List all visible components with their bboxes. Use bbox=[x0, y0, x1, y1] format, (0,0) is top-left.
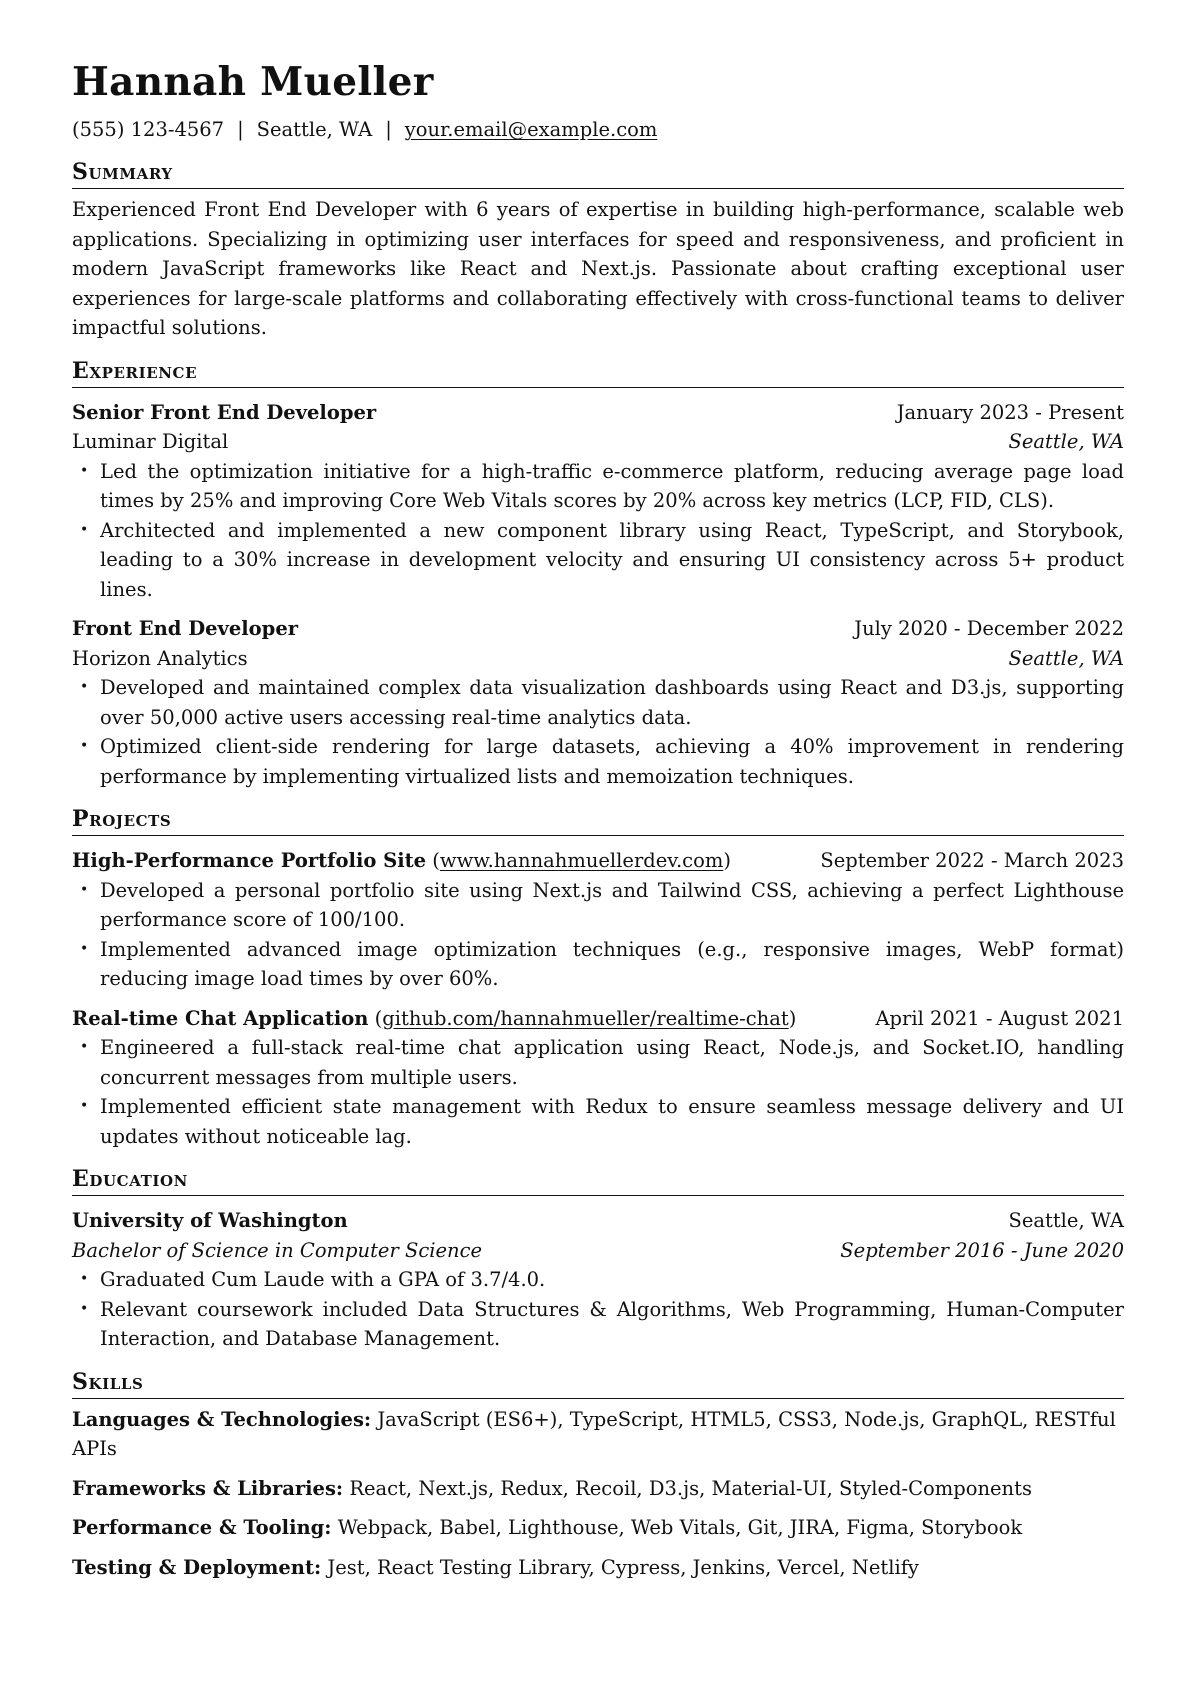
candidate-name: Hannah Mueller bbox=[72, 59, 434, 105]
skill-row bbox=[72, 1405, 1124, 1464]
list-item bbox=[72, 673, 1124, 732]
bullet-icon: • bbox=[80, 940, 89, 957]
contact-separator: | bbox=[385, 118, 392, 141]
bullet-icon: • bbox=[80, 881, 89, 898]
bullet-icon: • bbox=[80, 1098, 89, 1114]
contact-location: Seattle, WA bbox=[256, 118, 373, 141]
bullet-icon: • bbox=[80, 1039, 89, 1055]
list-item bbox=[72, 457, 1124, 516]
project-bullets bbox=[72, 876, 1124, 994]
skill-row bbox=[72, 1553, 1124, 1583]
education-section bbox=[72, 1165, 1124, 1354]
education-header-row bbox=[72, 1206, 1124, 1236]
bullet-text: Architected and implemented a new component library using React, TypeScript, and Storybook, leading to a 30% increase in development velocity and ensuring UI consistency across 5+ product lines. bbox=[100, 518, 1124, 601]
phone-number: (555) 123-4567 bbox=[72, 118, 225, 141]
section-title-projects: Projects bbox=[72, 805, 1124, 836]
section-title-skills: Skills bbox=[72, 1368, 1124, 1399]
bullet-text: Led the optimization initiative for a high-traffic e-commerce platform, reducing average page load times by 25% and improving Core Web Vitals scores by 20% across key metrics (LCP, FID, CLS). bbox=[100, 459, 1124, 512]
school-name: University of Washington bbox=[72, 1209, 348, 1232]
list-item bbox=[72, 516, 1124, 605]
education-entry bbox=[72, 1206, 1124, 1354]
bullet-text: Graduated Cum Laude with a GPA of 3.7/4.0. bbox=[100, 1268, 546, 1291]
project-link[interactable]: www.hannahmuellerdev.com bbox=[439, 849, 724, 872]
skill-value: JavaScript (ES6+), TypeScript, HTML5, CSS3, Node.js, GraphQL, RESTful APIs bbox=[72, 1407, 1116, 1460]
skill-label: Languages & Technologies: bbox=[72, 1407, 372, 1431]
job-entry bbox=[72, 614, 1124, 791]
job-company: Horizon Analytics bbox=[72, 646, 248, 670]
bullet-text: Engineered a full-stack real-time chat application using React, Node.js, and Socket.IO, handling concurrent messages from multiple users. bbox=[100, 1036, 1124, 1089]
project-entry bbox=[72, 1004, 1124, 1152]
bullet-icon: • bbox=[80, 1271, 89, 1287]
project-name: Real-time Chat Application bbox=[72, 1006, 369, 1030]
project-bullets bbox=[72, 1033, 1124, 1151]
project-entry bbox=[72, 846, 1124, 994]
job-dates: July 2020 - December 2022 bbox=[854, 617, 1124, 640]
project-dates: April 2021 - August 2021 bbox=[875, 1006, 1124, 1030]
contact-separator: | bbox=[237, 118, 244, 141]
job-bullets bbox=[72, 457, 1124, 605]
project-header-row bbox=[72, 1004, 1124, 1034]
skill-value: React, Next.js, Redux, Recoil, D3.js, Material-UI, Styled-Components bbox=[349, 1476, 1032, 1500]
education-bullets bbox=[72, 1265, 1124, 1354]
job-company-row bbox=[72, 427, 1124, 457]
education-dates: September 2016 - June 2020 bbox=[840, 1238, 1124, 1262]
section-title-experience: Experience bbox=[72, 357, 1124, 388]
skill-label: Frameworks & Libraries: bbox=[72, 1476, 344, 1500]
degree: Bachelor of Science in Computer Science bbox=[72, 1238, 483, 1262]
skills-section bbox=[72, 1368, 1124, 1583]
skill-row bbox=[72, 1474, 1124, 1504]
job-location: Seattle, WA bbox=[1008, 430, 1124, 453]
projects-section bbox=[72, 805, 1124, 1151]
project-dates: September 2022 - March 2023 bbox=[820, 849, 1124, 872]
skill-row bbox=[72, 1513, 1124, 1543]
project-name: High-Performance Portfolio Site bbox=[72, 849, 427, 872]
skill-value: Webpack, Babel, Lighthouse, Web Vitals, Git, JIRA, Figma, Storybook bbox=[337, 1516, 1023, 1539]
list-item bbox=[72, 1265, 1124, 1295]
job-header-row bbox=[72, 614, 1124, 644]
section-title-education: Education bbox=[72, 1165, 1124, 1196]
email-link[interactable]: your.email@example.com bbox=[404, 118, 658, 141]
list-item bbox=[72, 732, 1124, 791]
section-title-summary: Summary bbox=[72, 158, 1124, 189]
resume-content bbox=[72, 58, 1124, 1582]
list-item bbox=[72, 1092, 1124, 1151]
bullet-text: Implemented advanced image optimization techniques (e.g., responsive images, WebP format) reducing image load times by over 60%. bbox=[100, 937, 1124, 990]
job-header-row bbox=[72, 398, 1124, 428]
list-item bbox=[72, 935, 1124, 994]
job-dates: January 2023 - Present bbox=[896, 400, 1124, 424]
project-header-row bbox=[72, 846, 1124, 876]
project-heading: Real-time Chat Application (github.com/hannahmueller/realtime-chat) bbox=[72, 1006, 797, 1030]
job-role: Senior Front End Developer bbox=[72, 400, 377, 424]
skill-value: Jest, React Testing Library, Cypress, Jenkins, Vercel, Netlify bbox=[327, 1555, 919, 1579]
job-company-row bbox=[72, 644, 1124, 674]
bullet-text: Implemented efficient state management with Redux to ensure seamless message delivery and UI updates without noticeable lag. bbox=[100, 1095, 1124, 1148]
bullet-text: Relevant coursework included Data Structures & Algorithms, Web Programming, Human-Computer Interaction, and Database Management. bbox=[100, 1297, 1124, 1350]
list-item bbox=[72, 1033, 1124, 1092]
bullet-text: Developed and maintained complex data visualization dashboards using React and D3.js, supporting over 50,000 active users accessing real-time analytics data. bbox=[100, 676, 1124, 729]
job-bullets bbox=[72, 673, 1124, 791]
list-item bbox=[72, 876, 1124, 935]
bullet-icon: • bbox=[80, 1300, 89, 1317]
school-location: Seattle, WA bbox=[1008, 1209, 1124, 1232]
summary-section bbox=[72, 158, 1124, 343]
project-link[interactable]: github.com/hannahmueller/realtime-chat bbox=[382, 1006, 789, 1030]
education-degree-row bbox=[72, 1236, 1124, 1266]
job-role: Front End Developer bbox=[72, 617, 299, 640]
job-location: Seattle, WA bbox=[1008, 646, 1124, 670]
project-heading: High-Performance Portfolio Site (www.hannahmuellerdev.com) bbox=[72, 849, 731, 872]
bullet-icon: • bbox=[80, 679, 89, 695]
experience-section bbox=[72, 357, 1124, 792]
bullet-text: Optimized client-side rendering for large datasets, achieving a 40% improvement in rendering performance by implementing virtualized lists and memoization techniques. bbox=[100, 735, 1124, 788]
skill-label: Performance & Tooling: bbox=[72, 1516, 332, 1539]
list-item bbox=[72, 1295, 1124, 1354]
bullet-text: Developed a personal portfolio site using Next.js and Tailwind CSS, achieving a perfect Lighthouse performance score of 100/100. bbox=[100, 878, 1124, 931]
job-entry bbox=[72, 398, 1124, 605]
skill-label: Testing & Deployment: bbox=[72, 1555, 322, 1579]
bullet-icon: • bbox=[80, 462, 89, 479]
bullet-icon: • bbox=[80, 521, 89, 538]
contact-line bbox=[72, 116, 1124, 144]
summary-text: Experienced Front End Developer with 6 years of expertise in building high-performance, scalable web applications. Specializing in optimizing user interfaces for speed and responsiveness, and proficient in modern JavaScript frameworks like React and Next.js. Passionate about crafting exceptional user experiences for large-scale platforms and collaborating effectively with cross-functional teams to deliver impactful solutions. bbox=[72, 198, 1124, 339]
bullet-icon: • bbox=[80, 738, 89, 754]
job-company: Luminar Digital bbox=[72, 430, 229, 453]
